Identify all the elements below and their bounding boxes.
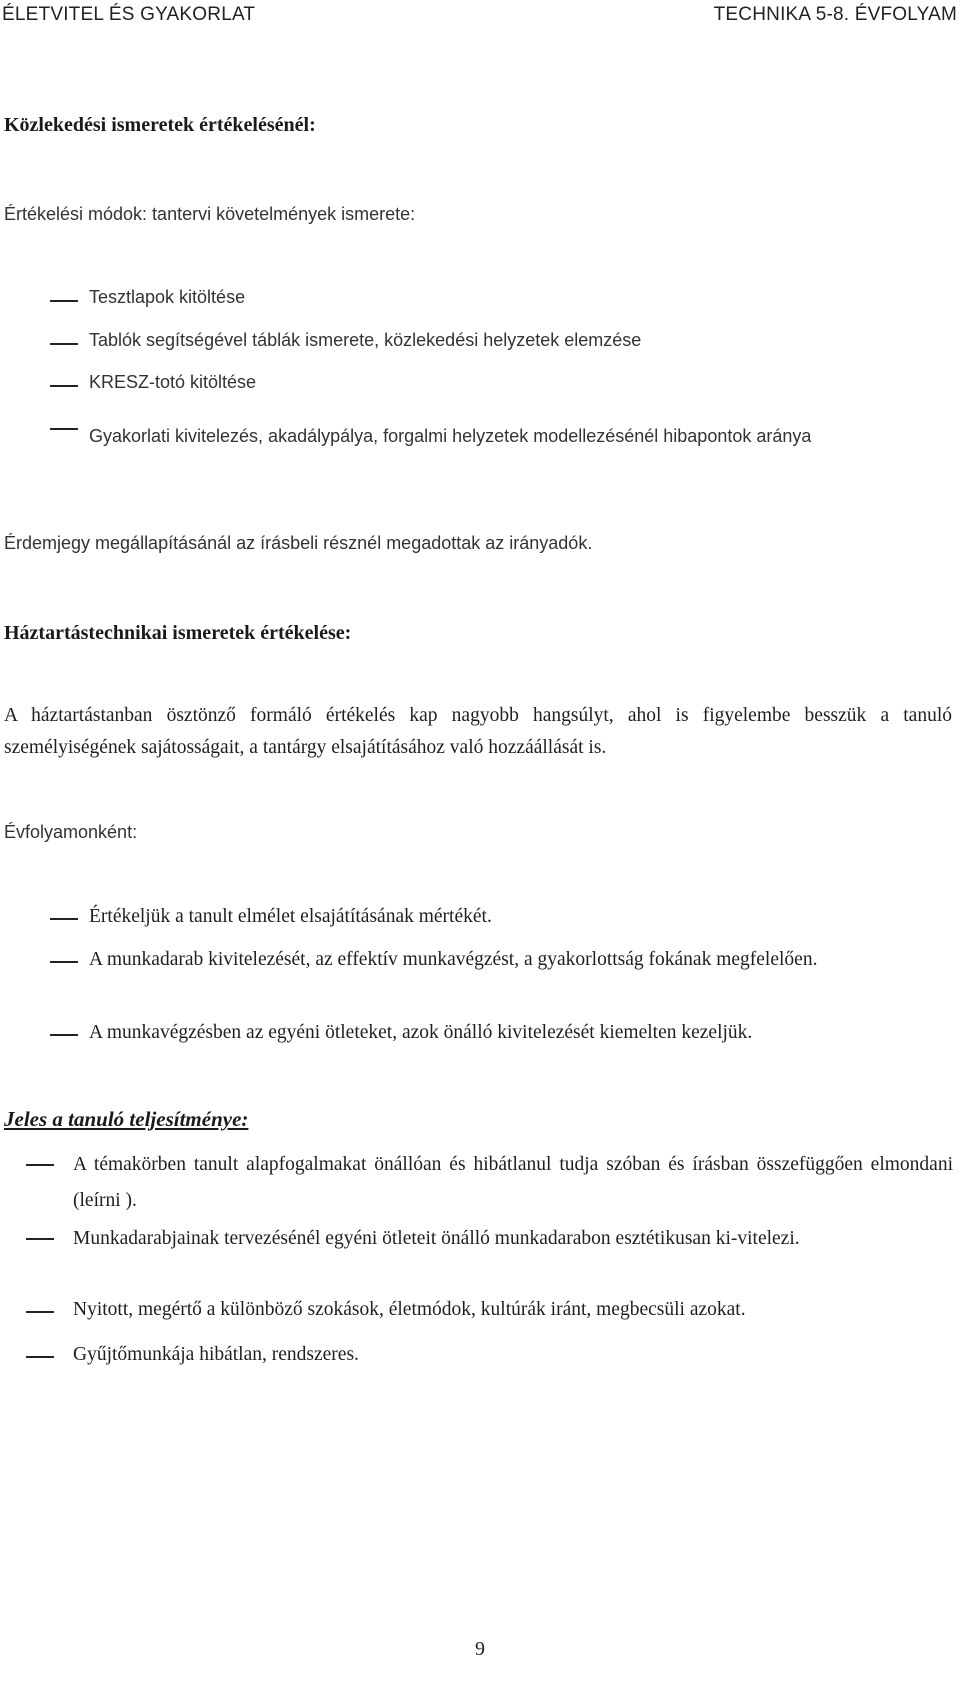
list-item: A témakörben tanult alapfogalmakat önállóan és hibátlanul tudja szóban és írásban összefüggően elmondani (leírni ). bbox=[73, 1154, 953, 1211]
list-item: Nyitott, megértő a különböző szokások, életmódok, kultúrák iránt, megbecsüli azokat. bbox=[73, 1299, 746, 1320]
section-title-excellent: Jeles a tanuló teljesítménye: bbox=[4, 1107, 249, 1131]
header-right-title: TECHNIKA 5-8. ÉVFOLYAM bbox=[713, 4, 957, 25]
page-number: 9 bbox=[475, 1638, 485, 1660]
section-title-traffic: Közlekedési ismeretek értékelésénél: bbox=[4, 114, 316, 136]
list-dash bbox=[26, 1238, 54, 1240]
list-item: A munkavégzésben az egyéni ötleteket, azok önálló kivitelezését kiemelten kezeljük. bbox=[89, 1022, 753, 1043]
list-item: Tablók segítségével táblák ismerete, közlekedési helyzetek elemzése bbox=[89, 330, 642, 350]
list-item: KRESZ-totó kitöltése bbox=[89, 372, 257, 392]
list-item: Gyűjtőmunkája hibátlan, rendszeres. bbox=[73, 1344, 359, 1365]
list-dash bbox=[50, 961, 78, 963]
list-dash bbox=[50, 918, 78, 920]
list-item: A munkadarab kivitelezését, az effektív munkavégzést, a gyakorlottság fokának megfelelően. bbox=[89, 949, 818, 970]
list-dash bbox=[50, 385, 78, 387]
list-item: Gyakorlati kivitelezés, akadálypálya, forgalmi helyzetek modellezésénél hibapontok aránya bbox=[89, 426, 812, 446]
list-item: Tesztlapok kitöltése bbox=[89, 287, 246, 307]
list-dash bbox=[50, 343, 78, 345]
header-left-title: ÉLETVITEL ÉS GYAKORLAT bbox=[2, 4, 256, 25]
list-item: Munkadarabjainak tervezésénél egyéni ötleteit önálló munkadarabon esztétikusan ki-vitelezi. bbox=[73, 1228, 800, 1249]
list-dash bbox=[26, 1311, 54, 1313]
list-dash bbox=[50, 1034, 78, 1036]
grade-note: Érdemjegy megállapításánál az írásbeli résznél megadottak az irányadók. bbox=[4, 533, 593, 553]
evaluation-methods-intro: Értékelési módok: tantervi követelmények ismerete: bbox=[4, 204, 416, 224]
section-title-household: Háztartástechnikai ismeretek értékelése: bbox=[4, 622, 352, 644]
list-item: Értékeljük a tanult elmélet elsajátításának mértékét. bbox=[89, 906, 492, 927]
yearly-intro: Évfolyamonként: bbox=[4, 822, 138, 842]
list-dash bbox=[50, 300, 78, 302]
list-dash bbox=[26, 1164, 54, 1166]
household-paragraph: A háztartástanban ösztönző formáló értékelés kap nagyobb hangsúlyt, ahol is figyelembe besszük a tanuló személyiségének sajátosságait, a tantárgy elsajátításához való hozzáállását is. bbox=[4, 705, 952, 758]
list-dash bbox=[50, 428, 78, 430]
list-dash bbox=[26, 1356, 54, 1358]
